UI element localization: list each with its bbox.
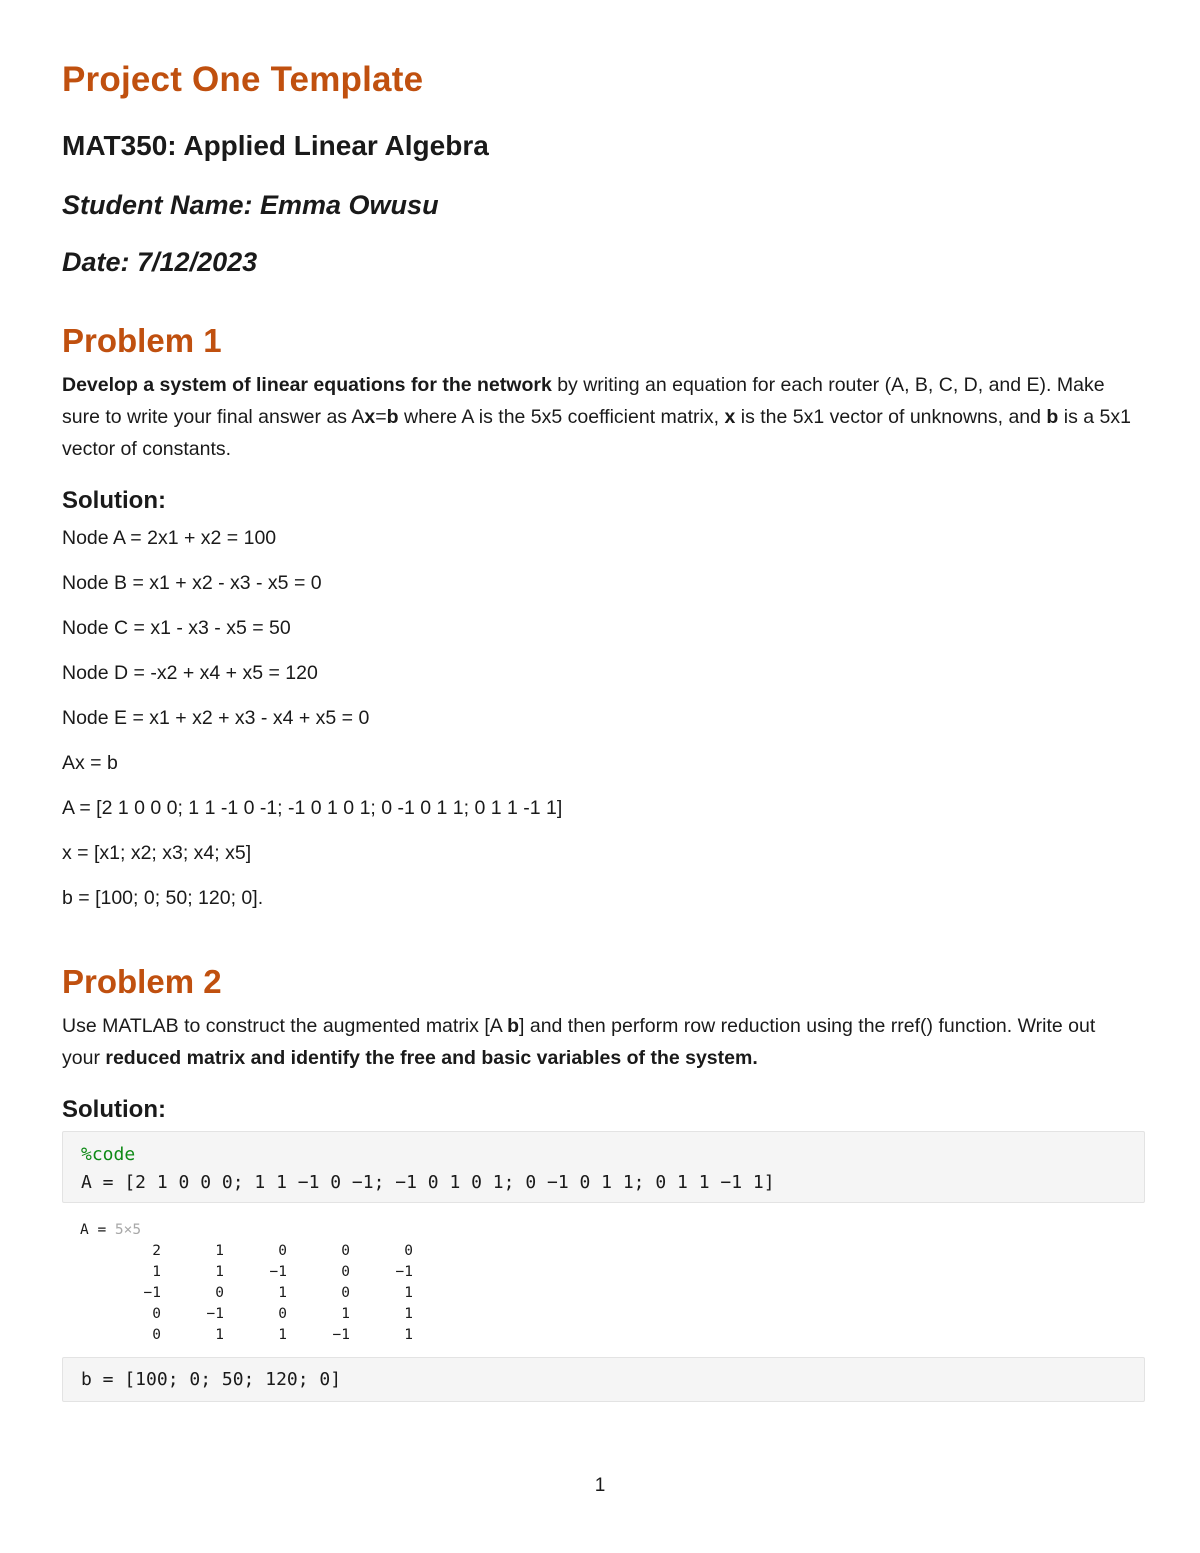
equation-coefficient-matrix: A = [2 1 0 0 0; 1 1 -1 0 -1; -1 0 1 0 1; 0 -1 0 1 1; 0 1 1 -1 1] — [62, 797, 563, 819]
code-comment: %code — [81, 1144, 136, 1165]
problem-1-prompt: Develop a system of linear equations for the network by writing an equation for each router (A, B, C, D, and E). Make sure to write your final answer as Ax=b where A is the 5x5 coefficient matrix, x is the 5x1 vector of unknowns, and b is a 5x1 vector of constants. — [62, 374, 1131, 460]
matrix-row: 0 1 1 −1 1 — [152, 1327, 413, 1343]
code-line-vector-b: b = [100; 0; 50; 120; 0] — [81, 1369, 342, 1390]
code-cell-matrix-a[interactable] — [62, 1131, 1145, 1203]
equation-node-e: Node E = x1 + x2 + x3 - x4 + x5 = 0 — [62, 707, 370, 729]
matrix-row: 1 1 −1 0 −1 — [152, 1264, 413, 1280]
matrix-row: 2 1 0 0 0 — [152, 1243, 413, 1259]
problem-2-heading: Problem 2 — [62, 963, 222, 1000]
student-name: Student Name: Emma Owusu — [62, 190, 439, 220]
output-label: A = 5×5 — [80, 1222, 142, 1238]
equation-unknowns-vector: x = [x1; x2; x3; x4; x5] — [62, 842, 252, 864]
equation-matrix-form: Ax = b — [62, 752, 118, 774]
equation-node-a: Node A = 2x1 + x2 = 100 — [62, 527, 277, 549]
problem-2-solution-heading: Solution: — [62, 1096, 166, 1123]
matrix-size: 5×5 — [114, 1222, 142, 1238]
course-title: MAT350: Applied Linear Algebra — [62, 130, 489, 161]
code-line-matrix-a: A = [2 1 0 0 0; 1 1 −1 0 −1; −1 0 1 0 1; 0 −1 0 1 1; 0 1 1 −1 1] — [81, 1172, 775, 1193]
equation-constants-vector: b = [100; 0; 50; 120; 0]. — [62, 887, 264, 909]
equation-node-b: Node B = x1 + x2 - x3 - x5 = 0 — [62, 572, 322, 594]
page-number: 1 — [594, 1475, 606, 1496]
output-matrix — [98, 1241, 413, 1346]
equation-node-c: Node C = x1 - x3 - x5 = 50 — [62, 617, 291, 639]
matrix-row: −1 0 1 0 1 — [143, 1285, 413, 1301]
problem-1-heading: Problem 1 — [62, 322, 222, 359]
problem-1-solution-heading: Solution: — [62, 487, 166, 514]
document-title: Project One Template — [62, 60, 424, 99]
code-output-matrix-a — [80, 1219, 413, 1346]
matrix-row: 0 −1 0 1 1 — [152, 1306, 413, 1322]
document-date: Date: 7/12/2023 — [62, 247, 258, 277]
equation-node-d: Node D = -x2 + x4 + x5 = 120 — [62, 662, 318, 684]
problem-2-prompt: Use MATLAB to construct the augmented matrix [A b] and then perform row reduction using the rref() function. Write out your reduced matrix and identify the free and basic variables of the system. — [62, 1015, 1096, 1069]
code-cell-vector-b[interactable] — [62, 1357, 1145, 1402]
